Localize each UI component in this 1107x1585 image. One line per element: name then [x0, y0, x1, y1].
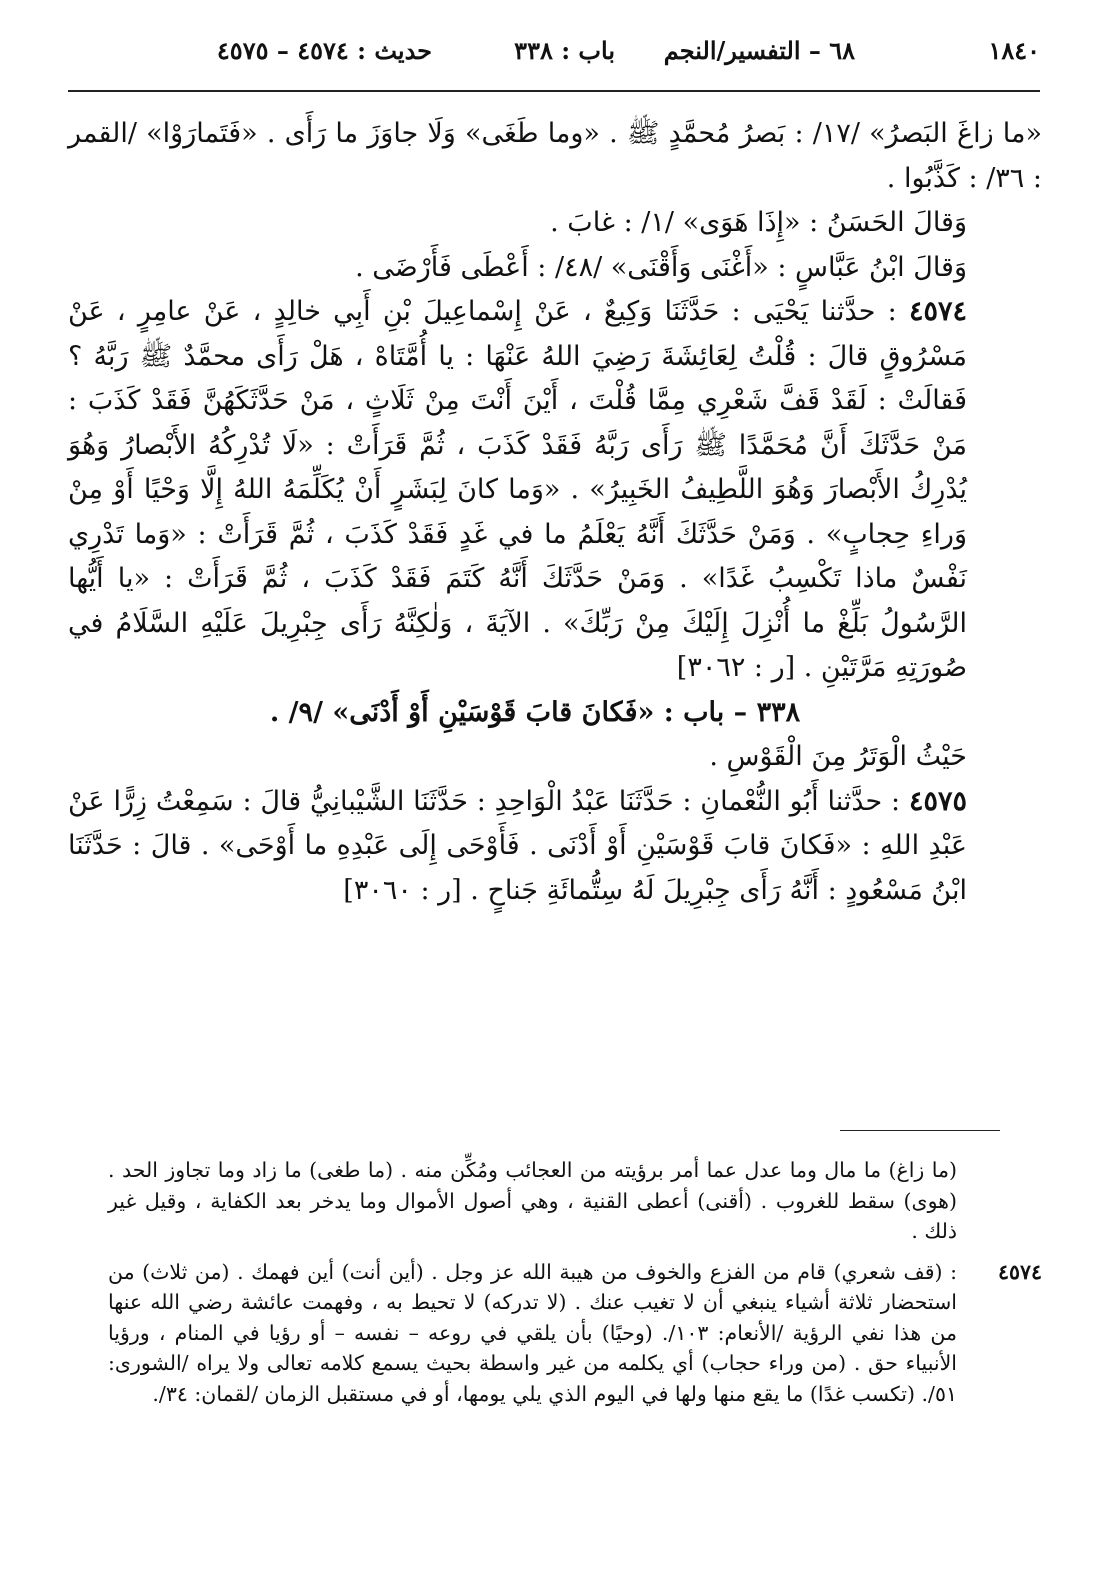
watar-explanation: حَيْثُ الْوَتَرُ مِنَ الْقَوْسِ . [709, 741, 967, 772]
cross-reference: [ر : ٣٠٦٢] [676, 652, 796, 683]
bab-heading: ٣٣٨ – باب : «فَكانَ قابَ قَوْسَيْنِ أَوْ أَدْنَى» /٩/ . [269, 696, 801, 728]
footnote-divider [840, 1130, 1000, 1131]
header-divider [68, 90, 1040, 92]
page-header [68, 36, 1040, 80]
footnote-general: (ما زاغ) ما مال وما عدل عما أمر برؤيته من العجائب ومُكِّن منه . (ما طغى) ما زاد وما تجاوز الحد . (هوى) سقط للغروب . (أقنى) أعطى القنية ، وهي أصول الأموال وما يدخر بعد الكفاية ، وقيل غير ذلك . [108, 1158, 957, 1243]
tafsir-paragraph: «ما زاغَ البَصرُ» /١٧/ : بَصرُ مُحمَّدٍ ﷺ . «وما طَغَى» وَلَا جاوَزَ ما رَأَى . «فَتَمارَوْا» /القمر : ٣٦/ : كَذَّبُوا . [68, 118, 1042, 194]
book-title: ٦٨ – التفسير/النجم [663, 36, 855, 65]
main-text [68, 112, 1042, 913]
footnote-number: ٤٥٧٤ [997, 1259, 1042, 1284]
bab-number: باب : ٣٣٨ [514, 36, 615, 65]
hadith-text: : حدَّثنا يَحْيَى : حَدَّثَنَا وَكِيعٌ ، عَنْ إِسْماعِيلَ بْنِ أَبِي خالِدٍ ، عَنْ عامِرٍ ، عَنْ مَسْرُوقٍ قالَ : قُلْتُ لِعَائِشَةَ رَضِيَ اللهُ عَنْهَا : يا أُمَّتَاهْ ، هَلْ رَأَى محمَّدٌ ﷺ رَبَّهُ ؟ فَقالَتْ : لَقَدْ قَفَّ شَعْرِي مِمَّا قُلْتَ ، أَيْنَ أَنْتَ مِنْ ثَلَاثٍ ، مَنْ حَدَّثَكَهُنَّ فَقَدْ كَذَبَ : مَنْ حَدَّثَكَ أَنَّ مُحَمَّدًا ﷺ رَأَى رَبَّهُ فَقَدْ كَذَبَ ، ثُمَّ قَرَأَتْ : «لَا تُدْرِكُهُ الأَبْصارُ وَهُوَ يُدْرِكُ الأَبْصارَ وَهُوَ اللَّطِيفُ الخَبِيرُ» . «وَما كانَ لِبَشَرٍ أَنْ يُكَلِّمَهُ اللهُ إِلَّا وَحْيًا أَوْ مِنْ وَراءِ حِجابٍ» . وَمَنْ حَدَّثَكَ أَنَّهُ يَعْلَمُ ما في غَدٍ فَقَدْ كَذَبَ ، ثُمَّ قَرَأَتْ : «وَما تَدْرِي نَفْسٌ ماذا تَكْسِبُ غَدًا» . وَمَنْ حَدَّثَكَ أَنَّهُ كَتَمَ فَقَدْ كَذَبَ ، ثُمَّ قَرَأَتْ : «يا أَيُّها الرَّسُولُ بَلِّغْ ما أُنْزِلَ إِلَيْكَ مِنْ رَبِّكَ» . الآيَةَ ، وَلٰكِنَّهُ رَأَى جِبْرِيلَ عَلَيْهِ السَّلَامُ في صُورَتِهِ مَرَّتَيْنِ . [68, 296, 968, 683]
footnotes [68, 1155, 1042, 1409]
footnote-text: : (قف شعري) قام من الفزع والخوف من هيبة الله عز وجل . (أين أنت) أين فهمك . (من ثلاث) من استحضار ثلاثة أشياء ينبغي أن لا تغيب عنك . (لا تدركه) لا تحيط به ، وفهمت عائشة رضي الله عنها من هذا نفي الرؤية /الأنعام: ١٠٣/. (وحيًا) بأن يلقي في روعه – نفسه – أو رؤيا في المنام ، ورؤيا الأنبياء حق . (من وراء حجاب) أي يكلمه من غير واسطة بحيث يسمع كلامه تعالى ولا يراه /الشورى: ٥١/. (تكسب غدًا) ما يقع منها ولها في اليوم الذي يلي يومها، أو في مستقبل الزمان /لقمان: ٣٤/. [108, 1259, 957, 1406]
hadith-number: ٤٥٧٤ [908, 296, 967, 327]
hasan-quote: وَقالَ الحَسَنُ : «إِذَا هَوَى» /١/ : غابَ . [550, 207, 967, 238]
hadith-text: : حدَّثنا أَبُو النُّعْمانِ : حَدَّثَنَا عَبْدُ الْوَاحِدِ : حَدَّثَنَا الشَّيْبانِيُّ قالَ : سَمِعْتُ زِرًّا عَنْ عَبْدِ اللهِ : «فَكانَ قابَ قَوْسَيْنِ أَوْ أَدْنَى . فَأَوْحَى إِلَى عَبْدِهِ ما أَوْحَى» . قالَ : حَدَّثَنَا ابْنُ مَسْعُودٍ : أَنَّهُ رَأَى جِبْرِيلَ لَهُ سِتُّمائَةِ جَناحٍ . [68, 785, 967, 906]
footnote-4574 [68, 1257, 1042, 1410]
cross-reference: [ر : ٣٠٦٠] [343, 874, 462, 906]
hadith-number: ٤٥٧٥ [908, 785, 967, 817]
hadith-range: حديث : ٤٥٧٤ – ٤٥٧٥ [216, 36, 432, 65]
hadith-4574 [68, 290, 1042, 691]
page-number: ١٨٤٠ [988, 36, 1040, 65]
ibn-abbas-quote: وَقالَ ابْنُ عَبَّاسٍ : «أَغْنَى وَأَقْنَى» /٤٨/ : أَعْطَى فَأَرْضَى . [355, 251, 967, 283]
hadith-4575 [68, 780, 1042, 914]
